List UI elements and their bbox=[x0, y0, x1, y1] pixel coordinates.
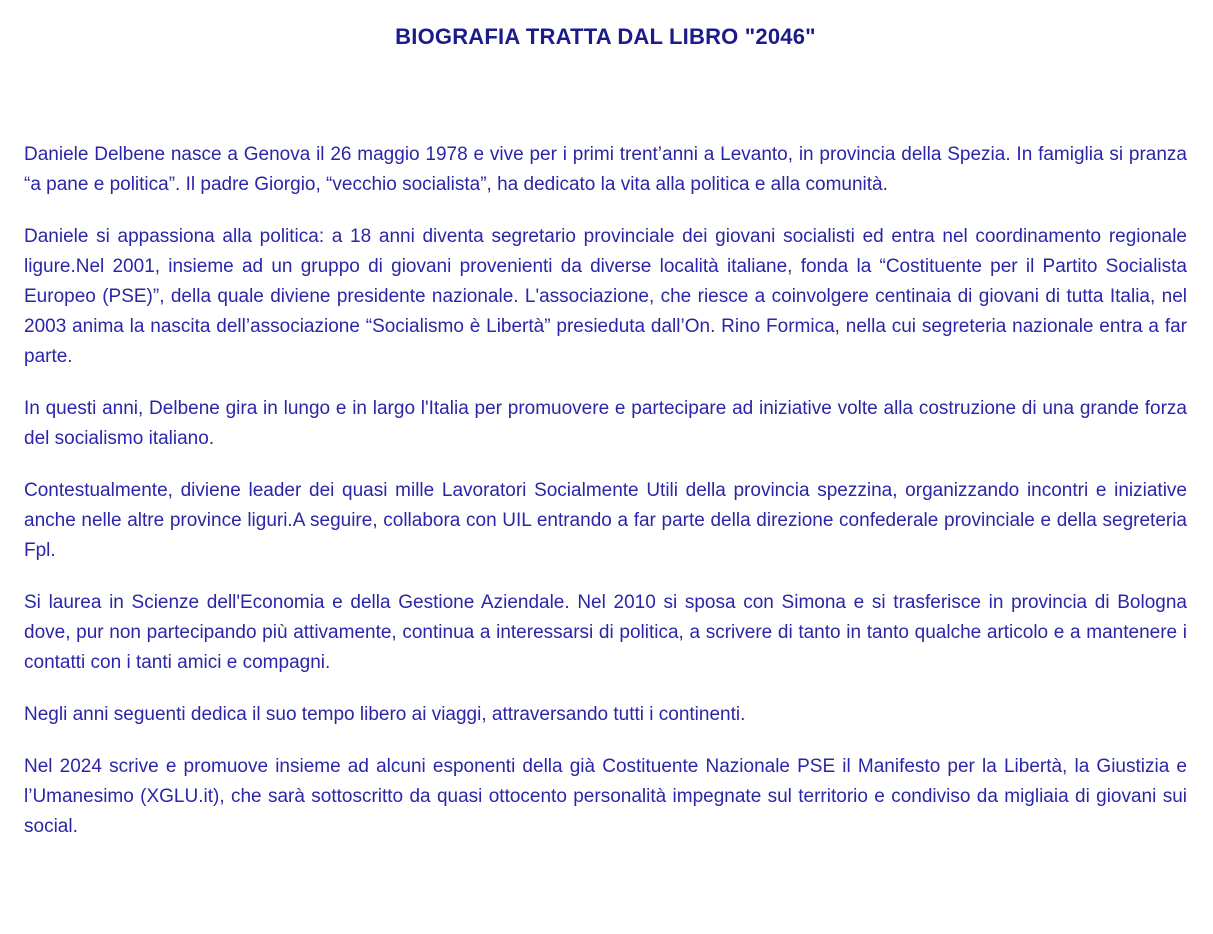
paragraph-manifesto-2024: Nel 2024 scrive e promuove insieme ad alcuni esponenti della già Costituente Nazionale PSE il Manifesto per la Libertà, la Giustizia e l’Umanesimo (XGLU.it), che sarà sottoscritto da quasi ottocento personalità impegnate sul territorio e condiviso da migliaia di giovani sui social. bbox=[24, 756, 1187, 837]
paragraph-travels-world: Negli anni seguenti dedica il suo tempo libero ai viaggi, attraversando tutti i continenti. bbox=[24, 704, 746, 725]
paragraph-lsu-uil: Contestualmente, diviene leader dei quasi mille Lavoratori Socialmente Utili della provincia spezzina, organizzando incontri e iniziative anche nelle altre province liguri.A seguire, collabora con UIL entrando a far parte della direzione confederale provinciale e della segreteria Fpl. bbox=[24, 480, 1187, 561]
paragraph-degree-family: Si laurea in Scienze dell'Economia e della Gestione Aziendale. Nel 2010 si sposa con Simona e si trasferisce in provincia di Bologna dove, pur non partecipando più attivamente, continua a interessarsi di politica, a scrivere di tanto in tanto qualche articolo e a mantenere i contatti con i tanti amici e compagni. bbox=[24, 592, 1187, 673]
page-title: BIOGRAFIA TRATTA DAL LIBRO "2046" bbox=[395, 24, 816, 49]
paragraph-travels-italy: In questi anni, Delbene gira in lungo e in largo l'Italia per promuovere e partecipare ad iniziative volte alla costruzione di una grande forza del socialismo italiano. bbox=[24, 398, 1187, 449]
paragraph-politics-start: Daniele si appassiona alla politica: a 18 anni diventa segretario provinciale dei giovani socialisti ed entra nel coordinamento regionale ligure.Nel 2001, insieme ad un gruppo di giovani provenienti da diverse località italiane, fonda la “Costituente per il Partito Socialista Europeo (PSE)”, della quale diviene presidente nazionale. L'associazione, che riesce a coinvolgere centinaia di giovani di tutta Italia, nel 2003 anima la nascita dell’associazione “Socialismo è Libertà” presieduta dall’On. Rino Formica, nella cui segreteria nazionale entra a far parte. bbox=[24, 226, 1187, 367]
biography-text bbox=[24, 140, 1187, 842]
paragraph-birth-family: Daniele Delbene nasce a Genova il 26 maggio 1978 e vive per i primi trent’anni a Levanto, in provincia della Spezia. In famiglia si pranza “a pane e politica”. Il padre Giorgio, “vecchio socialista”, ha dedicato la vita alla politica e alla comunità. bbox=[24, 144, 1187, 195]
